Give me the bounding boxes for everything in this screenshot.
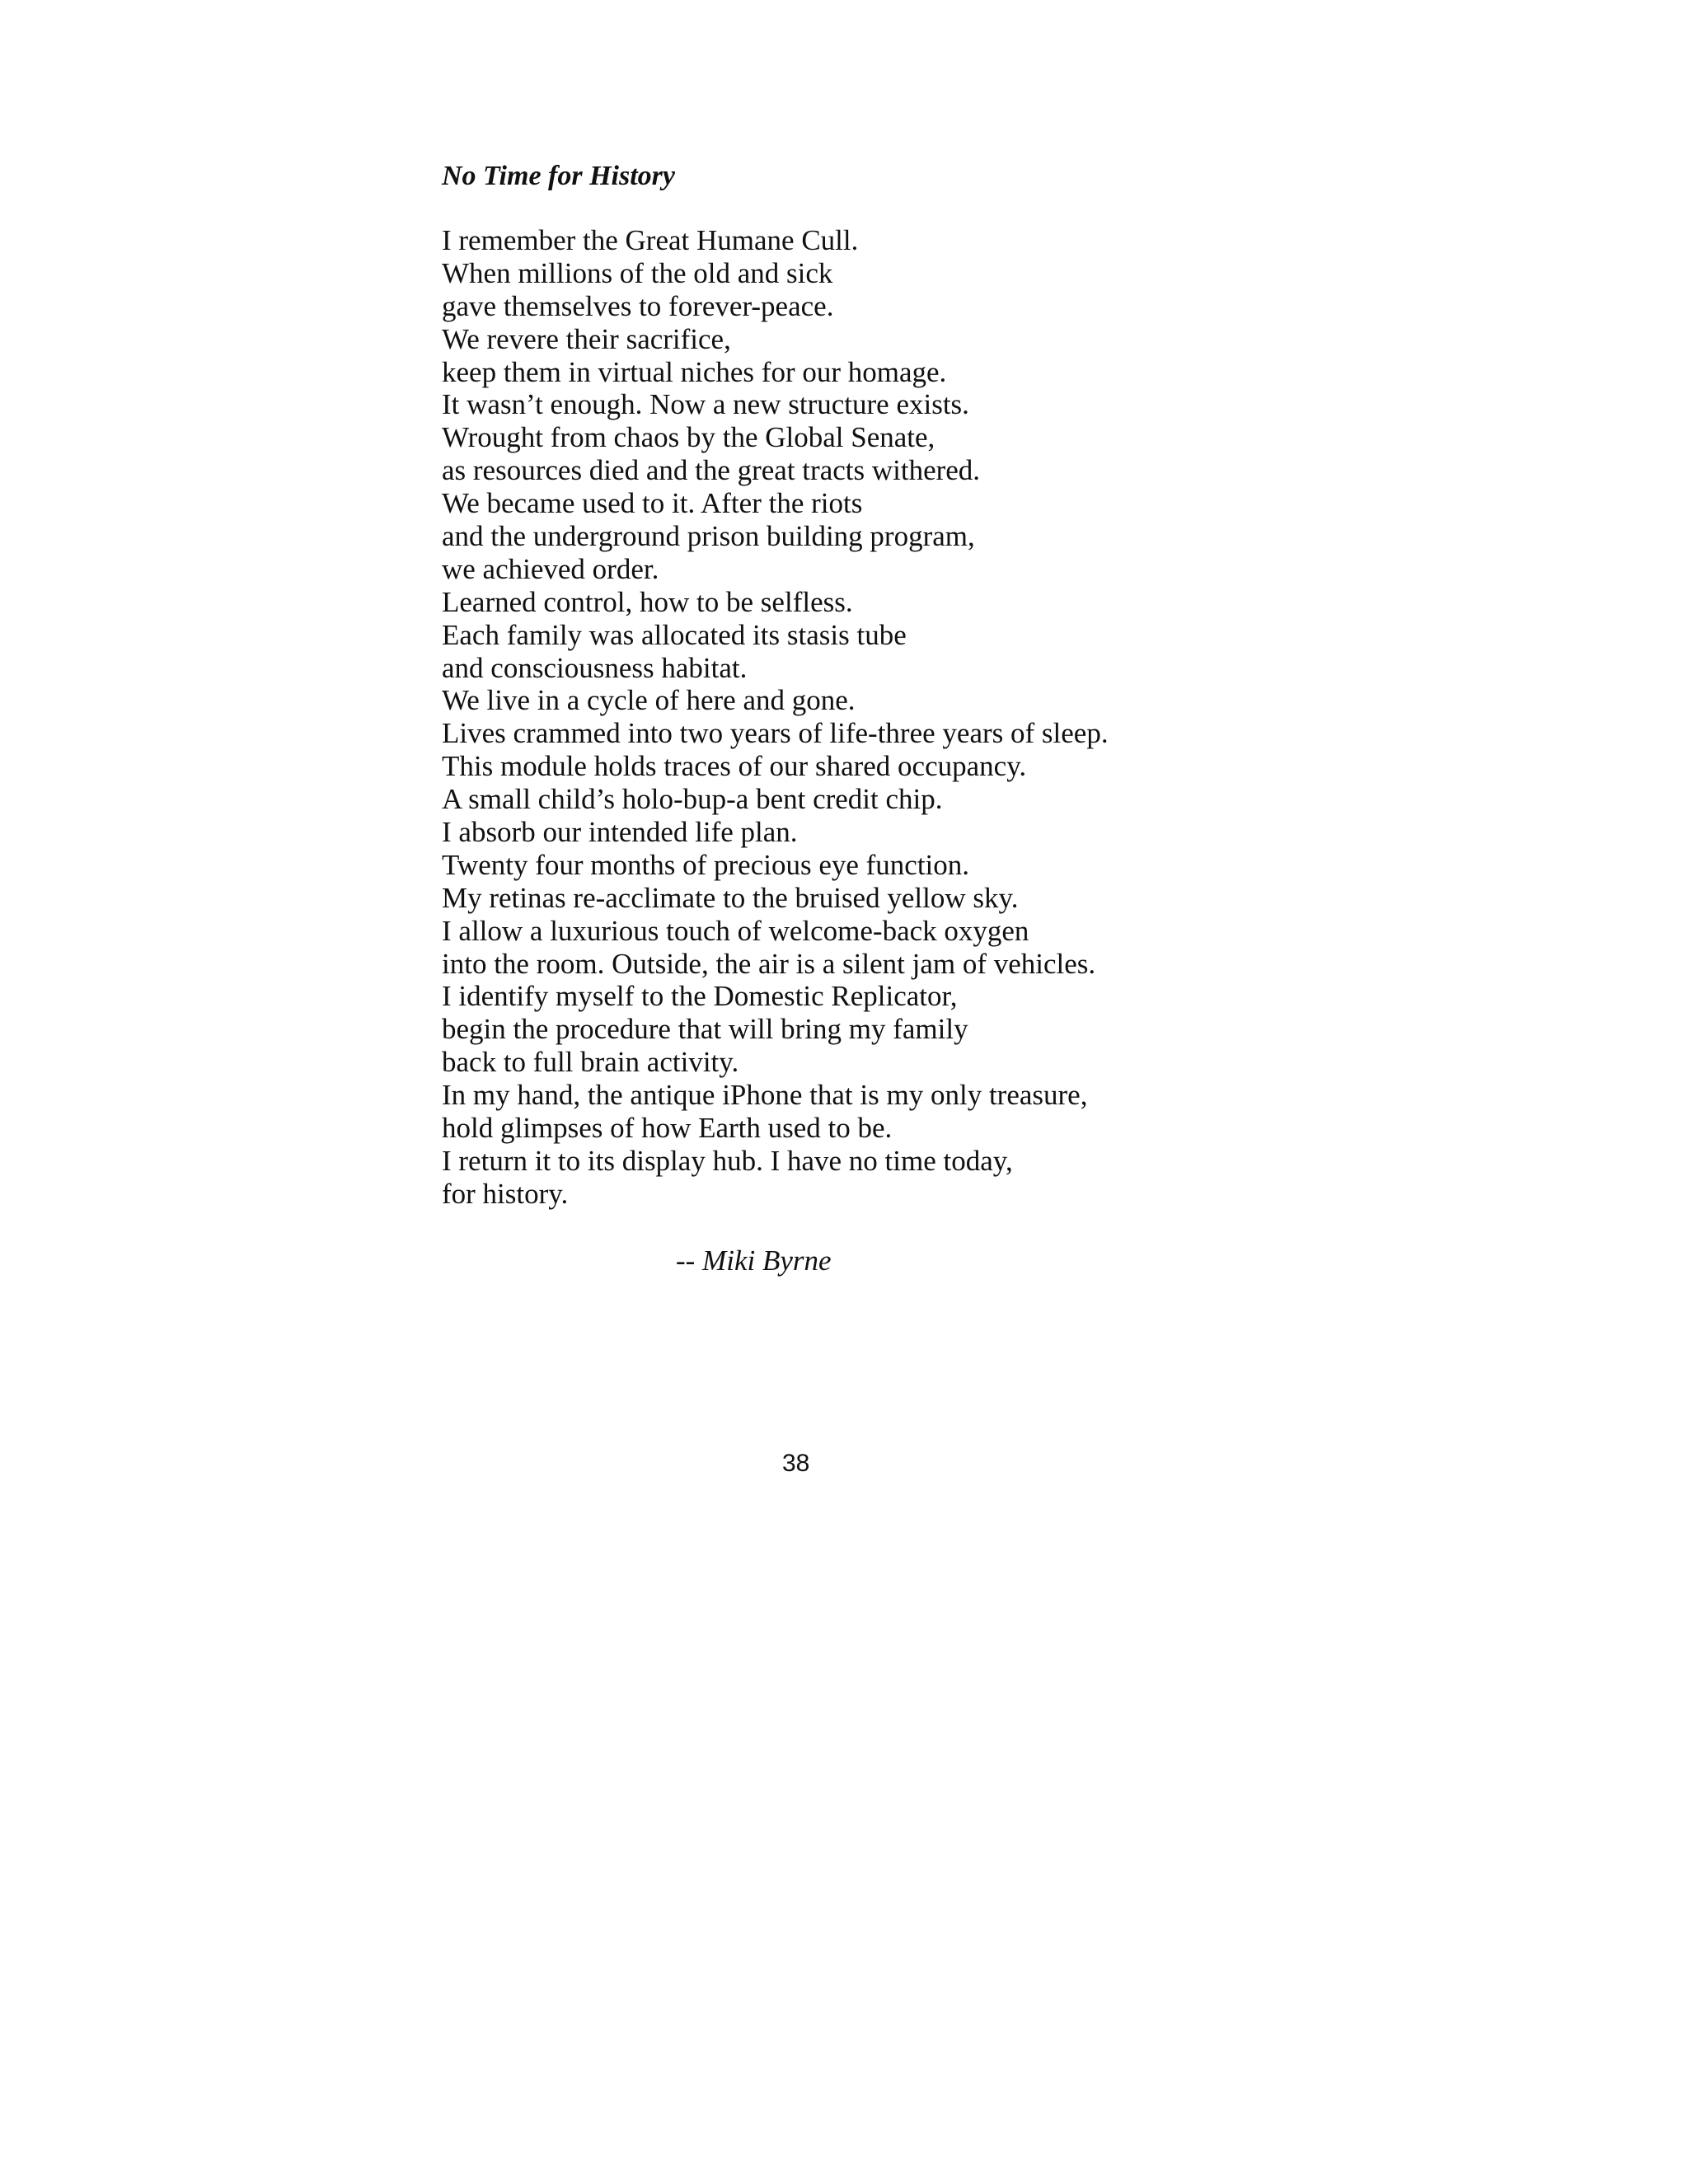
- poem-line: My retinas re-acclimate to the bruised yellow sky.: [442, 881, 1019, 914]
- poem-line: we achieved order.: [442, 552, 659, 585]
- poem-line: Wrought from chaos by the Global Senate,: [442, 421, 935, 454]
- poem-line: for history.: [442, 1177, 569, 1210]
- poem-title: No Time for History: [442, 161, 675, 191]
- poem-line: Lives crammed into two years of life-three years of sleep.: [442, 717, 1109, 750]
- poem-line: A small child’s holo-bup-a bent credit chip.: [442, 783, 943, 816]
- poem-line: I absorb our intended life plan.: [442, 816, 798, 849]
- poem-line: keep them in virtual niches for our homage.: [442, 355, 947, 388]
- poem-line: I allow a luxurious touch of welcome-back oxygen: [442, 914, 1029, 947]
- poem-line: We revere their sacrifice,: [442, 322, 731, 355]
- poem-line: and the underground prison building program,: [442, 520, 975, 553]
- poem-line: We live in a cycle of here and gone.: [442, 684, 856, 717]
- poem-author: -- Miki Byrne: [676, 1244, 832, 1277]
- poem-line: It wasn’t enough. Now a new structure exists.: [442, 388, 969, 421]
- poem-body: [442, 224, 1109, 1211]
- poem-line: I identify myself to the Domestic Replicator,: [442, 980, 958, 1013]
- page-number: 38: [782, 1450, 810, 1477]
- poem-line: This module holds traces of our shared occupancy.: [442, 750, 1027, 783]
- poem-line: I remember the Great Humane Cull.: [442, 224, 859, 256]
- poem-line: as resources died and the great tracts withered.: [442, 454, 981, 487]
- poem-line: and consciousness habitat.: [442, 651, 748, 684]
- poem-line: into the room. Outside, the air is a silent jam of vehicles.: [442, 947, 1096, 980]
- poem-line: In my hand, the antique iPhone that is my only treasure,: [442, 1079, 1088, 1112]
- poem-line: Each family was allocated its stasis tube: [442, 618, 907, 651]
- poem-line: I return it to its display hub. I have no time today,: [442, 1144, 1013, 1177]
- poem-line: begin the procedure that will bring my family: [442, 1013, 968, 1046]
- poem-line: back to full brain activity.: [442, 1046, 739, 1079]
- poem-line: Twenty four months of precious eye function.: [442, 848, 970, 881]
- poem-line: When millions of the old and sick: [442, 256, 833, 289]
- poem-line: We became used to it. After the riots: [442, 487, 863, 520]
- poem-line: Learned control, how to be selfless.: [442, 585, 853, 618]
- poem-line: gave themselves to forever-peace.: [442, 289, 834, 322]
- poem-line: hold glimpses of how Earth used to be.: [442, 1112, 893, 1145]
